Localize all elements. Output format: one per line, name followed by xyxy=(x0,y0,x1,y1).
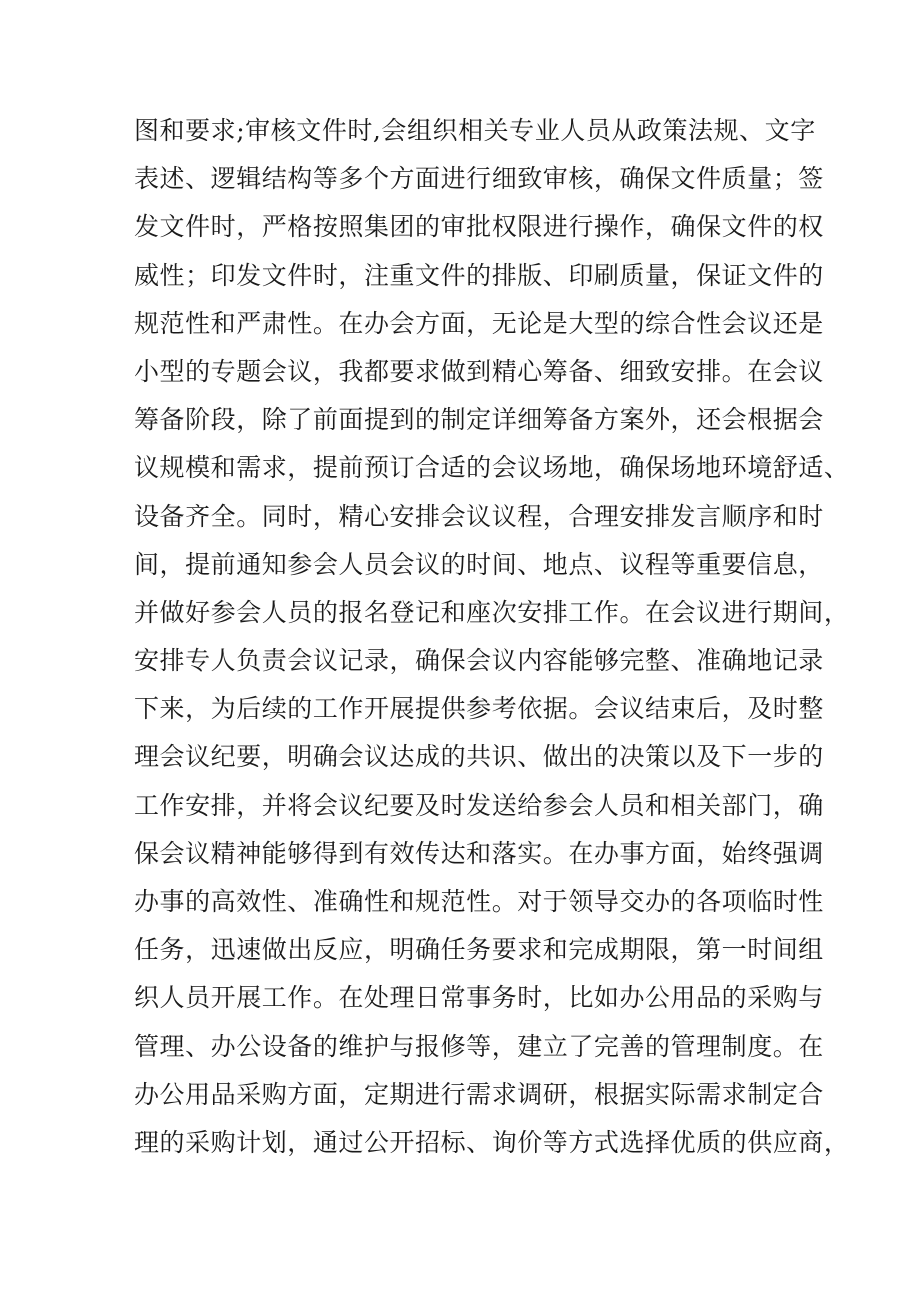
text-line-10: 间，提前通知参会人员会议的时间、地点、议程等重要信息， xyxy=(134,549,824,579)
body-paragraph xyxy=(134,107,850,1167)
text-line-7: 筹备阶段，除了前面提到的制定详细筹备方案外，还会根据会 xyxy=(134,405,824,435)
text-line-9: 设备齐全。同时，精心安排会议议程，合理安排发言顺序和时 xyxy=(134,501,824,531)
text-line-12: 安排专人负责会议记录，确保会议内容能够完整、准确地记录 xyxy=(134,646,824,676)
text-line-13: 下来，为后续的工作开展提供参考依据。会议结束后，及时整 xyxy=(134,694,824,724)
text-line-1: 图和要求;审核文件时,会组织相关专业人员从政策法规、文字 xyxy=(134,116,816,145)
text-line-22: 理的采购计划，通过公开招标、询价等方式选择优质的供应商， xyxy=(134,1127,850,1157)
text-line-17: 办事的高效性、准确性和规范性。对于领导交办的各项临时性 xyxy=(134,887,824,916)
text-line-16: 保会议精神能够得到有效传达和落实。在办事方面，始终强调 xyxy=(134,838,824,868)
text-line-8: 议规模和需求，提前预订合适的会议场地，确保场地环境舒适、 xyxy=(134,453,850,483)
text-line-15: 工作安排，并将会议纪要及时发送给参会人员和相关部门，确 xyxy=(134,790,824,820)
text-line-11: 并做好参会人员的报名登记和座次安排工作。在会议进行期间， xyxy=(134,597,850,627)
text-line-3: 发文件时，严格按照集团的审批权限进行操作，确保文件的权 xyxy=(134,212,824,242)
text-line-2: 表述、逻辑结构等多个方面进行细致审核，确保文件质量；签 xyxy=(134,164,824,194)
text-line-19: 织人员开展工作。在处理日常事务时，比如办公用品的采购与 xyxy=(134,983,824,1013)
text-line-21: 办公用品采购方面，定期进行需求调研，根据实际需求制定合 xyxy=(134,1079,824,1109)
text-line-5: 规范性和严肃性。在办会方面，无论是大型的综合性会议还是 xyxy=(134,308,824,338)
text-line-20: 管理、办公设备的维护与报修等，建立了完善的管理制度。在 xyxy=(134,1031,824,1061)
text-line-14: 理会议纪要，明确会议达成的共识、做出的决策以及下一步的 xyxy=(134,742,824,772)
text-line-18: 任务，迅速做出反应，明确任务要求和完成期限，第一时间组 xyxy=(134,935,824,965)
text-line-6: 小型的专题会议，我都要求做到精心筹备、细致安排。在会议 xyxy=(134,356,824,386)
text-line-4: 威性；印发文件时，注重文件的排版、印刷质量，保证文件的 xyxy=(134,260,824,290)
